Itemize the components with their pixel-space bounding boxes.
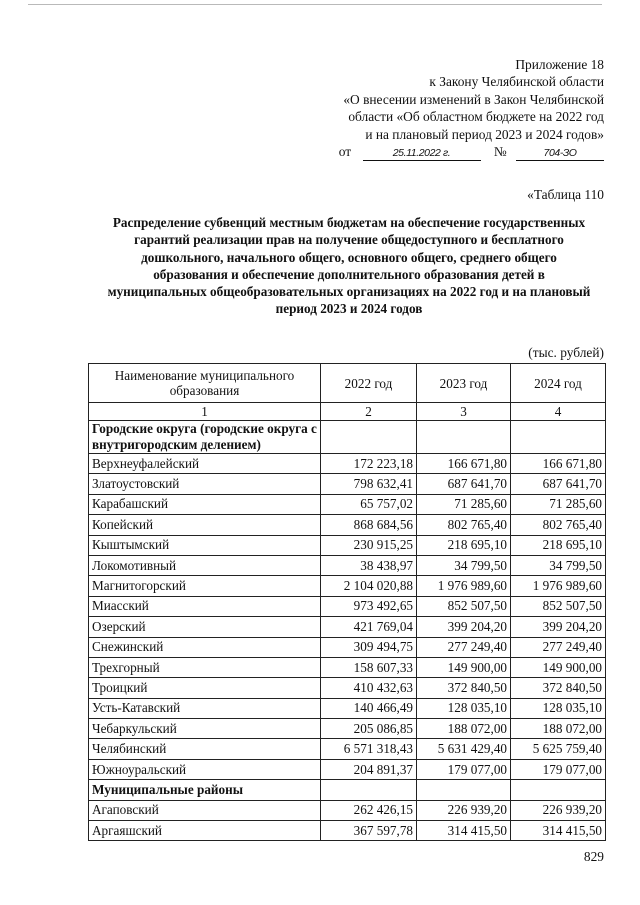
value-2022: 309 494,75 <box>321 637 417 657</box>
value-2024: 166 671,80 <box>511 454 606 474</box>
value-2022: 38 438,97 <box>321 555 417 575</box>
value-2024: 5 625 759,40 <box>511 739 606 759</box>
value-2022: 158 607,33 <box>321 657 417 677</box>
value-2023: 852 507,50 <box>417 596 511 616</box>
value-2022: 973 492,65 <box>321 596 417 616</box>
municipality-name: Златоустовский <box>89 474 321 494</box>
value-2022: 204 891,37 <box>321 759 417 779</box>
from-label: от <box>338 144 352 160</box>
municipality-name: Аргаяшский <box>89 821 321 841</box>
table-header-row <box>89 364 606 403</box>
appendix-line: «О внесении изменений в Закон Челябинской <box>343 91 604 107</box>
value-2022: 172 223,18 <box>321 454 417 474</box>
title-line: период 2023 и 2024 годов <box>275 301 423 317</box>
value-2023: 372 840,50 <box>417 678 511 698</box>
empty-cell <box>321 780 417 800</box>
empty-cell <box>417 780 511 800</box>
law-date-number <box>244 143 604 161</box>
appendix-line: области «Об областном бюджете на 2022 год <box>348 109 604 125</box>
value-2022: 230 915,25 <box>321 535 417 555</box>
municipality-name: Озерский <box>89 617 321 637</box>
title-line: Распределение субвенций местным бюджетам на обеспечение государственных <box>112 215 586 230</box>
value-2023: 226 939,20 <box>417 800 511 820</box>
document-title <box>92 214 606 318</box>
value-2023: 687 641,70 <box>417 474 511 494</box>
municipality-name: Чебаркульский <box>89 719 321 739</box>
title-line: муниципальных общеобразовательных организациях на 2022 год и на плановый <box>107 284 591 300</box>
appendix-header <box>244 56 604 161</box>
value-2024: 71 285,60 <box>511 494 606 514</box>
value-2022: 410 432,63 <box>321 678 417 698</box>
appendix-line: и на плановый период 2023 и 2024 годов» <box>365 126 604 142</box>
table-row <box>89 617 606 637</box>
value-2024: 399 204,20 <box>511 617 606 637</box>
table-row <box>89 698 606 718</box>
value-2023: 179 077,00 <box>417 759 511 779</box>
value-2023: 218 695,10 <box>417 535 511 555</box>
value-2023: 5 631 429,40 <box>417 739 511 759</box>
municipality-name: Кыштымский <box>89 535 321 555</box>
value-2023: 149 900,00 <box>417 657 511 677</box>
value-2023: 802 765,40 <box>417 515 511 535</box>
value-2022: 205 086,85 <box>321 719 417 739</box>
table-row <box>89 454 606 474</box>
law-number: 704-ЗО <box>516 146 604 161</box>
table-row <box>89 800 606 820</box>
subvention-table <box>88 363 606 841</box>
table-row <box>89 759 606 779</box>
table-row <box>89 719 606 739</box>
municipality-name: Снежинский <box>89 637 321 657</box>
table-row <box>89 494 606 514</box>
value-2022: 6 571 318,43 <box>321 739 417 759</box>
empty-cell <box>417 421 511 454</box>
column-index-row <box>89 403 606 421</box>
column-index: 2 <box>321 403 417 421</box>
value-2024: 34 799,50 <box>511 555 606 575</box>
value-2024: 1 976 989,60 <box>511 576 606 596</box>
value-2024: 852 507,50 <box>511 596 606 616</box>
table-row <box>89 596 606 616</box>
value-2023: 71 285,60 <box>417 494 511 514</box>
value-2024: 149 900,00 <box>511 657 606 677</box>
empty-cell <box>511 780 606 800</box>
value-2023: 399 204,20 <box>417 617 511 637</box>
municipality-name: Миасский <box>89 596 321 616</box>
value-2023: 277 249,40 <box>417 637 511 657</box>
value-2022: 2 104 020,88 <box>321 576 417 596</box>
table-row <box>89 678 606 698</box>
value-2023: 128 035,10 <box>417 698 511 718</box>
empty-cell <box>511 421 606 454</box>
table-number: «Таблица 110 <box>527 187 604 202</box>
municipality-name: Магнитогорский <box>89 576 321 596</box>
municipality-name: Копейский <box>89 515 321 535</box>
value-2023: 166 671,80 <box>417 454 511 474</box>
value-2022: 798 632,41 <box>321 474 417 494</box>
column-header-2022: 2022 год <box>321 364 417 403</box>
value-2022: 262 426,15 <box>321 800 417 820</box>
units-label: (тыс. рублей) <box>528 345 604 360</box>
column-header-name: Наименование муниципального образования <box>89 364 321 403</box>
municipality-name: Усть-Катавский <box>89 698 321 718</box>
value-2024: 277 249,40 <box>511 637 606 657</box>
table-row <box>89 739 606 759</box>
value-2023: 1 976 989,60 <box>417 576 511 596</box>
municipality-name: Локомотивный <box>89 555 321 575</box>
value-2024: 188 072,00 <box>511 719 606 739</box>
title-line: гарантий реализации прав на получение общедоступного и бесплатного <box>134 232 564 248</box>
table-row <box>89 555 606 575</box>
municipality-name: Трехгорный <box>89 657 321 677</box>
number-label: № <box>493 144 507 160</box>
column-index: 4 <box>511 403 606 421</box>
table-row <box>89 474 606 494</box>
value-2023: 188 072,00 <box>417 719 511 739</box>
page-number: 829 <box>583 849 604 864</box>
municipality-name: Верхнеуфалейский <box>89 454 321 474</box>
column-index: 3 <box>417 403 511 421</box>
value-2024: 687 641,70 <box>511 474 606 494</box>
table-row <box>89 576 606 596</box>
section-row-districts <box>89 780 606 800</box>
municipality-name: Челябинский <box>89 739 321 759</box>
column-header-2024: 2024 год <box>511 364 606 403</box>
municipality-name: Агаповский <box>89 800 321 820</box>
table-row <box>89 657 606 677</box>
value-2022: 65 757,02 <box>321 494 417 514</box>
section-row-urban <box>89 421 606 454</box>
value-2022: 868 684,56 <box>321 515 417 535</box>
value-2024: 226 939,20 <box>511 800 606 820</box>
table-row <box>89 821 606 841</box>
appendix-line: Приложение 18 <box>515 57 604 72</box>
value-2024: 314 415,50 <box>511 821 606 841</box>
value-2024: 218 695,10 <box>511 535 606 555</box>
appendix-line: к Закону Челябинской области <box>429 74 604 90</box>
value-2024: 179 077,00 <box>511 759 606 779</box>
table-row <box>89 515 606 535</box>
value-2024: 128 035,10 <box>511 698 606 718</box>
section-title: Городские округа (городские округа с внутригородским делением) <box>89 421 321 454</box>
section-title: Муниципальные районы <box>89 780 321 800</box>
top-edge-rule <box>28 4 602 5</box>
table-row <box>89 637 606 657</box>
municipality-name: Южноуральский <box>89 759 321 779</box>
value-2024: 802 765,40 <box>511 515 606 535</box>
municipality-name: Троицкий <box>89 678 321 698</box>
value-2023: 314 415,50 <box>417 821 511 841</box>
law-date: 25.11.2022 г. <box>363 146 481 161</box>
title-line: образования и обеспечение дополнительного образования детей в <box>153 266 545 282</box>
value-2022: 140 466,49 <box>321 698 417 718</box>
value-2022: 367 597,78 <box>321 821 417 841</box>
value-2022: 421 769,04 <box>321 617 417 637</box>
column-index: 1 <box>89 403 321 421</box>
value-2024: 372 840,50 <box>511 678 606 698</box>
value-2023: 34 799,50 <box>417 555 511 575</box>
column-header-2023: 2023 год <box>417 364 511 403</box>
title-line: дошкольного, начального общего, основного общего, среднего общего <box>141 249 557 265</box>
empty-cell <box>321 421 417 454</box>
municipality-name: Карабашский <box>89 494 321 514</box>
table-row <box>89 535 606 555</box>
